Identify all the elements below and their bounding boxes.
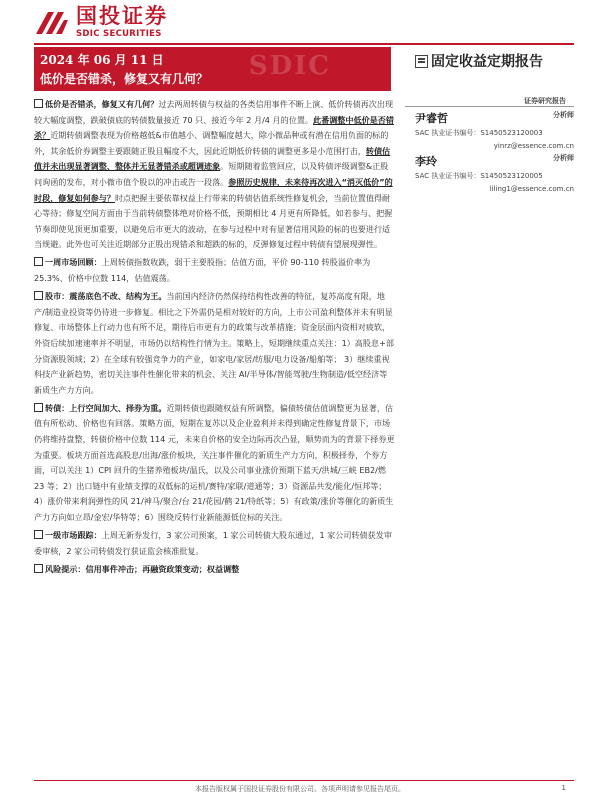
checkbox-bullet-icon bbox=[34, 403, 43, 412]
paragraph-text: 近期转债调整表现为价格越低&市值越小、调整幅度越大，除小微品种或有潜在信用负面的标的外，其余低价券调整主要跟随正股且幅度不大，因此近期低价转债的调整更多是小范围打击， bbox=[34, 130, 389, 156]
footer-disclaimer: 本报告版权属于国投证券股份有限公司。各项声明请参见报告尾页。 bbox=[195, 785, 405, 793]
paragraph-market-review bbox=[34, 255, 395, 286]
analyst-license: SAC 执业证书编号：S1450523120005 bbox=[415, 172, 543, 180]
paragraph-emphasis: 转债估值并未出现显著调整、整体并无显著错杀或超调迹象 bbox=[34, 145, 391, 172]
paragraph-lead: 低价是否错杀，修复又有几何？ bbox=[45, 99, 159, 109]
report-icon bbox=[415, 55, 428, 68]
paragraph-lead: 转债：上行空间加大、择券为重。 bbox=[45, 402, 167, 413]
paragraph-lead: 一周市场回顾： bbox=[45, 257, 102, 268]
header-divider bbox=[34, 43, 574, 45]
paragraph-emphasis: 参照历史规律，未来待再次进入“消灭低价”的时段，修复如何参与？ bbox=[34, 176, 393, 203]
analyst-name: 尹睿哲 bbox=[415, 112, 448, 125]
analyst-email[interactable]: liling1@essence.com.cn bbox=[489, 185, 574, 193]
paragraph-text: 。短期随着监管回应，以及转债评级调整&正股问询函的发布，对小微市值个股以的冲击或告一段落。 bbox=[34, 161, 389, 187]
paragraph-risk bbox=[34, 562, 395, 578]
paragraph-text: 当前国内经济仍然保持结构性改善的特征，复苏高度有限，地产/制造业投资等仍待进一步修复。相比之下外需仍是相对较好的方向，上市公司盈利整体并未有明显修复、市场整体上行动力也有所不足，期待后市更有力的政策与改革措施；资金层面内资相对疲软，外资后续加速速率并不明显，市场仍以结构性行情为主。策略上，短期继续重点关注：1）高股息+部分资源股领域；2）在全球有较强竞争力的产业，如家电/家居/纺服/电力设备/船舶等； 3）继续重视科技产业新趋势，密切关注事件性催化带来的机会、关注 AI/半导体/智能驾驶/生物制造/低空经济等新质生产力方向。 bbox=[34, 291, 394, 395]
paragraph-stock-market bbox=[34, 289, 395, 398]
checkbox-bullet-icon bbox=[34, 99, 43, 108]
banner-watermark: SDIC bbox=[248, 51, 331, 81]
report-title: 低价是否错杀，修复又有几何？ bbox=[40, 72, 209, 86]
brand-name-cn: 国投证券 bbox=[76, 4, 168, 28]
paragraph-emphasis: 此番调整中低价是否错杀？ bbox=[34, 114, 394, 141]
report-type-label: 固定收益定期报告 bbox=[431, 54, 543, 70]
analyst-role: 分析师 bbox=[553, 154, 574, 162]
paragraph-lead: 一级市场跟踪： bbox=[45, 530, 102, 541]
paragraph-summary bbox=[34, 97, 395, 253]
report-type bbox=[415, 51, 543, 71]
analyst-email[interactable]: yinrz@essence.com.cn bbox=[493, 142, 574, 150]
checkbox-bullet-icon bbox=[34, 530, 43, 539]
checkbox-bullet-icon bbox=[34, 291, 43, 300]
analyst-license: SAC 执业证书编号：S1450523120003 bbox=[415, 129, 543, 137]
page-number: 1 bbox=[561, 784, 566, 792]
logo-mark-icon bbox=[34, 8, 70, 36]
analyst-role: 分析师 bbox=[553, 111, 574, 119]
report-date: 2024 年 06 月 11 日 bbox=[40, 53, 164, 67]
paragraph-text: 上周转债指数收跌，弱于主要股指；估值方面，平价 90-110 转股溢价率为 25.3%、价格中位数 114，估值震荡。 bbox=[34, 257, 371, 284]
paragraph-lead: 风险提示：信用事件冲击；再融资政策变动；权益调整 bbox=[45, 563, 240, 574]
analyst-card bbox=[415, 110, 574, 150]
analyst-name: 李玲 bbox=[415, 155, 437, 168]
sidebar-divider bbox=[405, 106, 574, 107]
report-subtitle: 证券研究报告 bbox=[524, 97, 566, 105]
company-logo bbox=[34, 6, 168, 39]
report-body bbox=[34, 97, 395, 580]
brand-name-en: SDIC SECURITIES bbox=[76, 29, 162, 39]
title-banner bbox=[34, 47, 391, 91]
footer-divider bbox=[34, 780, 574, 781]
paragraph-primary-market bbox=[34, 528, 395, 559]
paragraph-convertible-bonds bbox=[34, 401, 395, 526]
analyst-card bbox=[415, 153, 574, 193]
paragraph-text: 过去两周转债与权益的各类信用事件不断上演、低价转债再次出现较大幅度调整，跌破债底的转债数量接近 70 只、接近今年 2 月/4 月的位置。 bbox=[34, 99, 394, 125]
paragraph-text: 上周无新券发行，3 家公司预案，1 家公司转债大股东通过，1 家公司转债获发审委审核，2 家公司转债发行获证监会核准批复。 bbox=[34, 530, 392, 556]
paragraph-lead: 股市：震荡底色不改、结构为王。 bbox=[45, 291, 167, 302]
checkbox-bullet-icon bbox=[34, 564, 43, 573]
paragraph-text: 近期转债也跟随权益有所调整，偏债转债估值调整更为显著，估值有所松动、价格也有回落。策略方面，短期在复苏以及企业盈利并未得到确定性修复背景下，市场仍将维持盘整，转债价格中位数 114 元，未来自价格的安全边际再次凸显，顺势而为的背景下择券更为重要。板块方面首选高股息/出海/涨价板块，关注事件催化的新质生产力方向，积极择券，个券方面，可以关注 1）CPI 回升的生猪养殖板块/温氏，以及公司事业涨价预期下蓝天/洪城/三峡 EB2/燃 23 等；2）出口链中有业绩支撑的双低标的运机/赛特/家联/道通等；3）资源品共发/能化/恒邦等；4）涨价带来利润弹性的风 21/神马/聚合/台 21/花园/鹤 21/特纸等；5）有政策/涨价等催化的新质生产力方向如立昂/金宏/华特等；6）围绕反转行业新能源低位标的关注。 bbox=[34, 402, 395, 522]
checkbox-bullet-icon bbox=[34, 257, 43, 266]
paragraph-text: 时点把握主要依靠权益上行带来的转债估值系统性修复机会，当前位置值得耐心等待；修复空间方面由于当前转债整体绝对价格不低，预期相比 4 月更有所降低，如若参与、把握节奏即使见顶更加重要，以避免后市更大的波动，在参与过程中对有显著信用风险的标的也要进行适当规避。此外也可关注近期部分正股出现错杀和超跌的标的，反弹修复过程中转债有望展现弹性。 bbox=[34, 192, 393, 250]
